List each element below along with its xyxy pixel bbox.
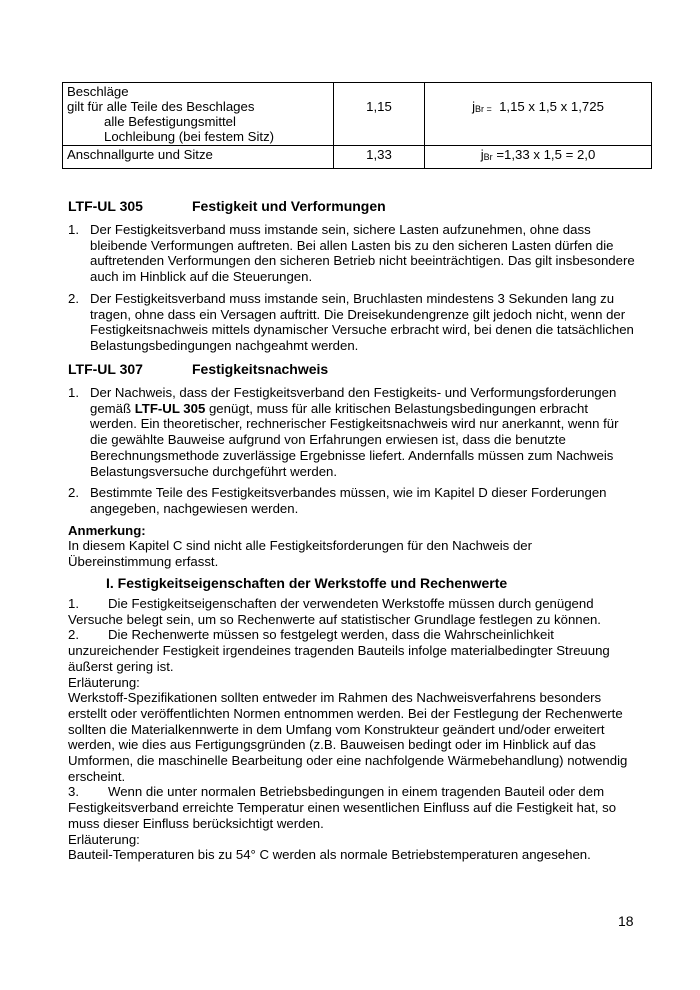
item-text-post: genügt, muss für alle kritischen Belastungsbedingungen erbracht werden. Ein theoretischer, rechnerischer Festigkeitsnachweis wird nur anerkannt, wenn für die gewählte Bauweise aufgrund von Erfahrungen erwiesen ist, dass die benutzte Berechnungsmethode zuverlässige Ergebnisse liefert. Andernfalls müssen zum Nachweis Belastungsversuche durchgeführt werden. [90, 400, 619, 479]
load-factor-table [62, 82, 652, 169]
list-item [68, 222, 638, 285]
table-cell-component: Anschnallgurte und Sitze [63, 146, 334, 169]
section-307-heading [68, 361, 328, 377]
cell-line: Beschläge [67, 84, 129, 99]
formula-symbol: j [480, 147, 484, 162]
note-label: Anmerkung: [68, 522, 146, 538]
paragraph-1 [68, 596, 638, 627]
table-cell-formula [425, 146, 652, 169]
section-code: LTF-UL 305 [68, 198, 143, 214]
paragraph-2 [68, 627, 638, 674]
cell-line: alle Befestigungsmittel [104, 114, 236, 129]
paragraph-text: Die Festigkeitseigenschaften der verwendeten Werkstoffe müssen durch genügend Versuche belegt sein, um so Rechenwerte auf statistischer Grundlage festlegen zu können. [68, 596, 601, 627]
explanation-2 [68, 832, 638, 863]
item-number: 2. [68, 290, 79, 306]
note-text: In diesem Kapitel C sind nicht alle Festigkeitsforderungen für den Nachweis der Übereinstimmung erfasst. [68, 538, 533, 570]
table-row [63, 83, 652, 146]
table-cell-factor: 1,33 [334, 146, 425, 169]
item-text: Bestimmte Teile des Festigkeitsverbandes müssen, wie im Kapitel D dieser Forderungen angegeben, nachgewiesen werden. [90, 485, 607, 516]
explanation-1 [68, 675, 638, 785]
section-305-body [68, 222, 638, 360]
item-text-pre: Der Nachweis, dass der Festigkeitsverband den Festigkeits- und Verformungsforderungen gemäß [90, 385, 617, 416]
paragraph-text: Die Rechenwerte müssen so festgelegt werden, dass die Wahrscheinlichkeit unzureichender Festigkeit irgendeines tragenden Bauteils infolge materialbedingter Streuung äußerst gering ist. [68, 627, 610, 674]
page-number: 18 [618, 913, 634, 929]
section-code: LTF-UL 307 [68, 361, 143, 377]
cell-line: gilt für alle Teile des Beschlages [67, 99, 255, 114]
table-cell-formula [425, 83, 652, 146]
section-305-heading [68, 198, 386, 214]
cell-line: Lochleibung (bei festem Sitz) [104, 129, 275, 144]
item-number: 1. [68, 385, 79, 400]
materials-body [68, 596, 638, 863]
list-item [68, 485, 638, 516]
section-title: Festigkeit und Verformungen [192, 198, 386, 214]
table-cell-component [63, 83, 334, 146]
item-text: Der Festigkeitsverband muss imstande sein, Bruchlasten mindestens 3 Sekunden lang zu tragen, ohne dass ein Versagen auftritt. Die Dreisekundengrenze gilt jedoch nicht, wenn der Festigkeitsnachweis mittels dynamischer Versuche erbracht wird, bei denen die tatsächlichen Belastungsbedingungen nachgeahmt werden. [90, 290, 634, 353]
item-text-reference: LTF-UL 305 [134, 400, 206, 416]
paragraph-number: 1. [68, 596, 79, 611]
list-item [68, 291, 638, 354]
list-item [68, 385, 638, 479]
paragraph-text: Wenn die unter normalen Betriebsbedingungen in einem tragenden Bauteil oder dem Festigkeitsverband erreichte Temperatur einen wesentlichen Einfluss auf die Festigkeit hat, so muss dieser Einfluss berücksichtigt werden. [68, 784, 617, 831]
table-cell-factor: 1,15 [334, 83, 425, 146]
explanation-label: Erläuterung: [68, 831, 140, 847]
formula-subscript: Br = [475, 104, 492, 114]
item-number: 1. [68, 222, 79, 237]
paragraph-number: 3. [68, 784, 79, 800]
materials-heading: I. Festigkeitseigenschaften der Werkstoffe und Rechenwerte [106, 575, 508, 591]
item-number: 2. [68, 485, 79, 501]
formula-expression: 1,15 x 1,5 x 1,725 [499, 99, 604, 114]
formula-symbol: j [472, 99, 475, 114]
item-text: Der Festigkeitsverband muss imstande sein, sichere Lasten aufzunehmen, ohne dass bleibende Verformungen auftreten. Bei allen Lasten bis zu den sicheren Lasten dürfen die auftretenden Verformungen den sicheren Betrieb nicht beeinträchtigen. Das gilt insbesondere auch im Hinblick auf die Steuerungen. [90, 222, 635, 285]
explanation-text: Bauteil-Temperaturen bis zu 54° C werden als normale Betriebstemperaturen angesehen. [68, 847, 591, 863]
paragraph-number: 2. [68, 627, 79, 643]
note [68, 523, 638, 570]
explanation-text: Werkstoff-Spezifikationen sollten entweder im Rahmen des Nachweisverfahrens besonders erstellt oder veröffentlichten Normen entnommen werden. Bei der Festlegung der Rechenwerte sollten die Materialkennwerte in dem Umfang vom Konstrukteur geändert und/oder erweitert werden, wie dies aus Fertigungsgründen (z.B. Bauweisen bedingt oder im Hinblick auf das Umformen, die maschinelle Bearbeitung oder eine nachfolgende Wärmebehandlung) notwendig erscheint. [68, 690, 628, 784]
explanation-label: Erläuterung: [68, 674, 140, 690]
section-307-body [68, 385, 638, 570]
formula-expression: =1,33 x 1,5 = 2,0 [496, 147, 596, 162]
paragraph-3 [68, 784, 638, 831]
formula-subscript: Br [483, 152, 493, 162]
table-row [63, 146, 652, 169]
section-title: Festigkeitsnachweis [192, 361, 329, 377]
